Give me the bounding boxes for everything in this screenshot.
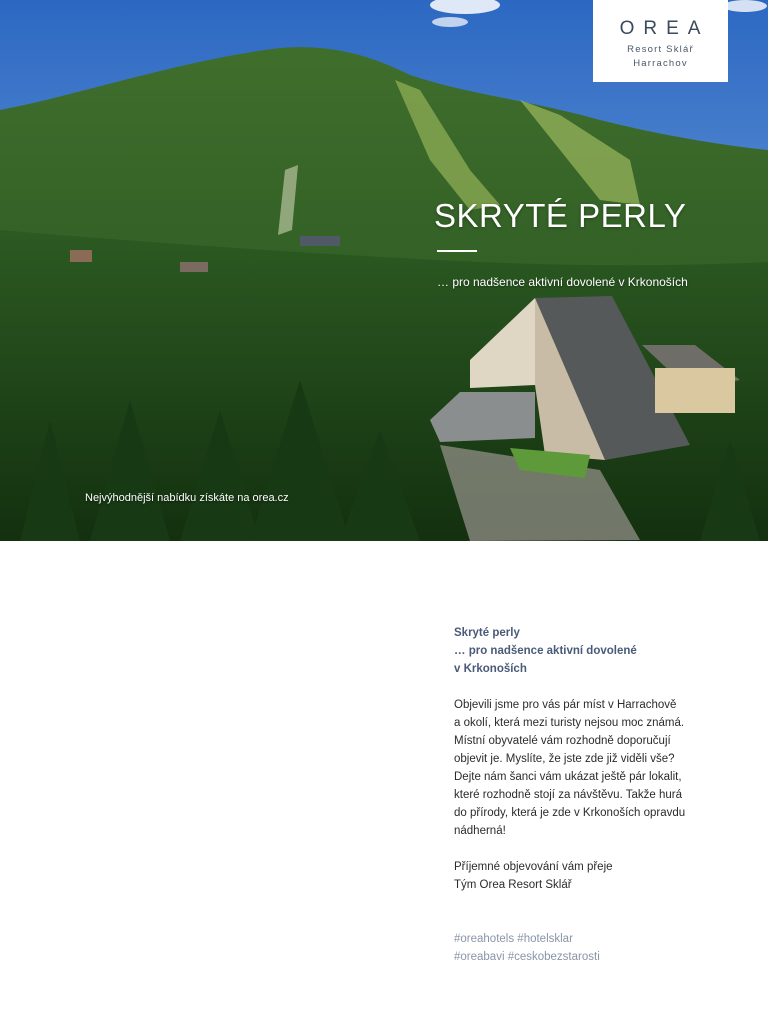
logo-line-location: Harrachov xyxy=(633,58,688,69)
hashtag-line[interactable]: #oreahotels #hotelsklar xyxy=(454,933,573,945)
article-body xyxy=(454,624,734,966)
hero-subtitle: … pro nadšence aktivní dovolené v Krkonoších xyxy=(437,275,688,289)
hero-divider xyxy=(437,250,477,252)
paragraph-line: objevit je. Myslíte, že jste zde již viděli vše? xyxy=(454,753,675,765)
hashtag-line[interactable]: #oreabavi #ceskobezstarosti xyxy=(454,951,600,963)
signoff-line: Příjemné objevování vám přeje xyxy=(454,861,613,873)
paragraph-line: Objevili jsme pro vás pár míst v Harrachově xyxy=(454,699,677,711)
logo-line-resort: Resort Sklář xyxy=(627,44,694,55)
paragraph-line: Místní obyvatelé vám rozhodně doporučují xyxy=(454,735,671,747)
orea-logo[interactable] xyxy=(593,0,728,82)
hero-offer-note[interactable]: Nejvýhodnější nabídku získáte na orea.cz xyxy=(85,492,289,504)
paragraph-line: a okolí, která mezi turisty nejsou moc známá. xyxy=(454,717,685,729)
paragraph-line: nádherná! xyxy=(454,825,506,837)
paragraph-line: do přírody, která je zde v Krkonoších opravdu xyxy=(454,807,686,819)
heading-line: Skryté perly xyxy=(454,627,520,639)
heading-line: v Krkonoších xyxy=(454,663,527,675)
article-heading xyxy=(454,624,734,678)
article-signoff xyxy=(454,858,734,894)
paragraph-line: Dejte nám šanci vám ukázat ještě pár lokalit, xyxy=(454,771,682,783)
heading-line: … pro nadšence aktivní dovolené xyxy=(454,645,637,657)
logo-wordmark: OREA xyxy=(619,18,710,39)
paragraph-line: které rozhodně stojí za návštěvu. Takže hurá xyxy=(454,789,683,801)
hero-title: SKRYTÉ PERLY xyxy=(434,197,687,234)
signoff-line: Tým Orea Resort Sklář xyxy=(454,879,572,891)
article-paragraph xyxy=(454,696,734,840)
hashtags xyxy=(454,930,734,966)
